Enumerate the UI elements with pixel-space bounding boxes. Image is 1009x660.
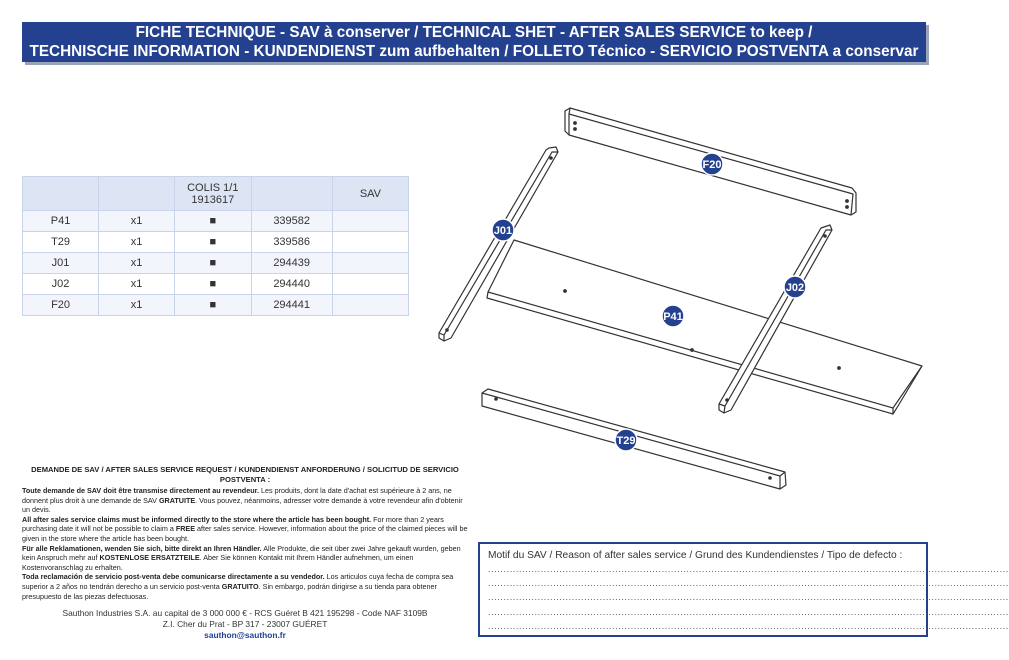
request-fr-bold: Toute demande de SAV doit être transmise directement au revendeur. (22, 486, 259, 495)
request-fr-text2: . Vous pouvez, néanmoins, adresser votre demande à votre revendeur afin d'obtenir un devis. (22, 495, 463, 515)
company-footer (22, 608, 468, 641)
reason-line-3[interactable]: ........................................................................................................................................................................ (488, 592, 1009, 603)
f20-label (701, 153, 723, 175)
part-qty: x1 (99, 232, 175, 253)
reason-line-5[interactable]: ........................................................................................................................................................................ (488, 620, 1009, 631)
header-title-line2: TECHNISCHE INFORMATION - KUNDENDIENST zum aufbehalten / FOLLETO Técnico - SERVICIO POSTVENTA a conservar (29, 43, 919, 60)
colis-ref: 1913617 (191, 193, 235, 206)
request-es-text: Los articulos cuya fecha de compra sea superior a 2 años no tendrán derecho a un servicio post-venta (22, 572, 454, 591)
f20-text: F20 (702, 159, 722, 171)
reason-line-1[interactable]: ........................................................................................................................................................................ (488, 564, 1009, 574)
part-mark: ■ (175, 274, 251, 295)
part-qty: x1 (99, 274, 175, 295)
request-en-bold: All after sales service claims must be informed directly to the store where the article has been bought. (22, 514, 372, 524)
reason-line-4[interactable]: ........................................................................................................................................................................ (488, 606, 1009, 617)
service-reason-label: Motif du SAV / Reason of after sales service / Grund des Kundendienstes / Tipo de defecto : (488, 550, 903, 561)
company-email-link[interactable]: sauthon@sauthon.fr (204, 630, 286, 640)
part-qty: x1 (99, 295, 175, 316)
part-ref: 294441 (251, 295, 332, 316)
service-request-heading: DEMANDE DE SAV / AFTER SALES SERVICE REQUEST / KUNDENDIENST ANFORDERUNG / SOLICITUD DE SERVICIO POSTVENTA : (31, 465, 459, 484)
t29-text: T29 (616, 435, 636, 447)
request-de-text: Alle Produkte, die seit über zwei Jahre gekauft wurden, geben kein Anspruch mehr auf (22, 543, 461, 563)
request-en-text: For more than 2 years purchasing date it will not be possible to claim a (22, 514, 444, 534)
j01-label (492, 219, 514, 241)
request-en-text2: after sales service. However, information about the price of the claimed pieces will be given in the store where the article has been bought. (22, 524, 468, 543)
header-cell-sav: SAV (332, 177, 408, 211)
j02-label (784, 276, 806, 298)
part-ref: 294440 (251, 274, 332, 295)
request-text-de (22, 544, 468, 573)
t29-label (615, 429, 637, 451)
service-reason-box (478, 542, 1009, 637)
part-p41-panel (487, 240, 922, 414)
part-qty: x1 (99, 253, 175, 274)
request-en-bold2: FREE (175, 524, 195, 534)
company-address: Z.I. Cher du Prat - BP 317 - 23007 GUÉRET (162, 619, 328, 629)
part-code: F20 (23, 295, 99, 316)
request-fr-text: Les produits, dont la date d'achat est supérieure à 2 ans, ne donnent plus droit à une demande de SAV (22, 486, 452, 505)
part-code: P41 (23, 211, 99, 232)
part-code: J02 (23, 274, 99, 295)
company-legal-line: Sauthon Industries S.A. au capital de 3 000 000 € - RCS Guéret B 421 195298 - Code NAF 3109B (62, 608, 428, 618)
p41-text: P41 (663, 311, 683, 323)
request-es-bold: Toda reclamación de servicio post-venta debe comunicarse directamente a su vendedor. (22, 572, 325, 582)
colis-label: COLIS 1/1 (187, 181, 239, 194)
part-mark: ■ (175, 211, 251, 232)
part-ref: 294439 (251, 253, 332, 274)
header-title-line1: FICHE TECHNIQUE - SAV à conserver / TECHNICAL SHET - AFTER SALES SERVICE to keep / (135, 24, 813, 41)
request-text-en (22, 515, 468, 544)
service-request-notice (22, 465, 468, 601)
request-text-es (22, 572, 468, 601)
request-de-bold2: KOSTENLOSE ERSATZTEILE (99, 553, 200, 563)
part-mark: ■ (175, 295, 251, 316)
part-ref: 339582 (251, 211, 332, 232)
request-es-text2: . Sin embargo, podrán dirigirse a su tienda para obtener presupuesto de las piezas defectuosas. (22, 581, 437, 601)
request-fr-bold2: GRATUITE (158, 495, 196, 505)
part-code: J01 (23, 253, 99, 274)
request-text-fr (22, 486, 468, 515)
part-code: T29 (23, 232, 99, 253)
part-ref: 339586 (251, 232, 332, 253)
part-mark: ■ (175, 253, 251, 274)
p41-label (662, 305, 684, 327)
j02-text: J02 (785, 282, 805, 294)
part-qty: x1 (99, 211, 175, 232)
reason-line-2[interactable]: ........................................................................................................................................................................ (488, 578, 1009, 589)
request-es-bold2: GRATUITO (221, 581, 259, 591)
j01-text: J01 (493, 225, 513, 237)
request-de-text2: . Aber Sie können Kontakt mit Ihrem Händler aufnehmen, um einen Kostenvoranschlag zu erhalten. (22, 553, 414, 572)
part-mark: ■ (175, 232, 251, 253)
request-de-bold: Für alle Reklamationen, wenden Sie sich, bitte direkt an Ihren Händler. (22, 543, 262, 553)
